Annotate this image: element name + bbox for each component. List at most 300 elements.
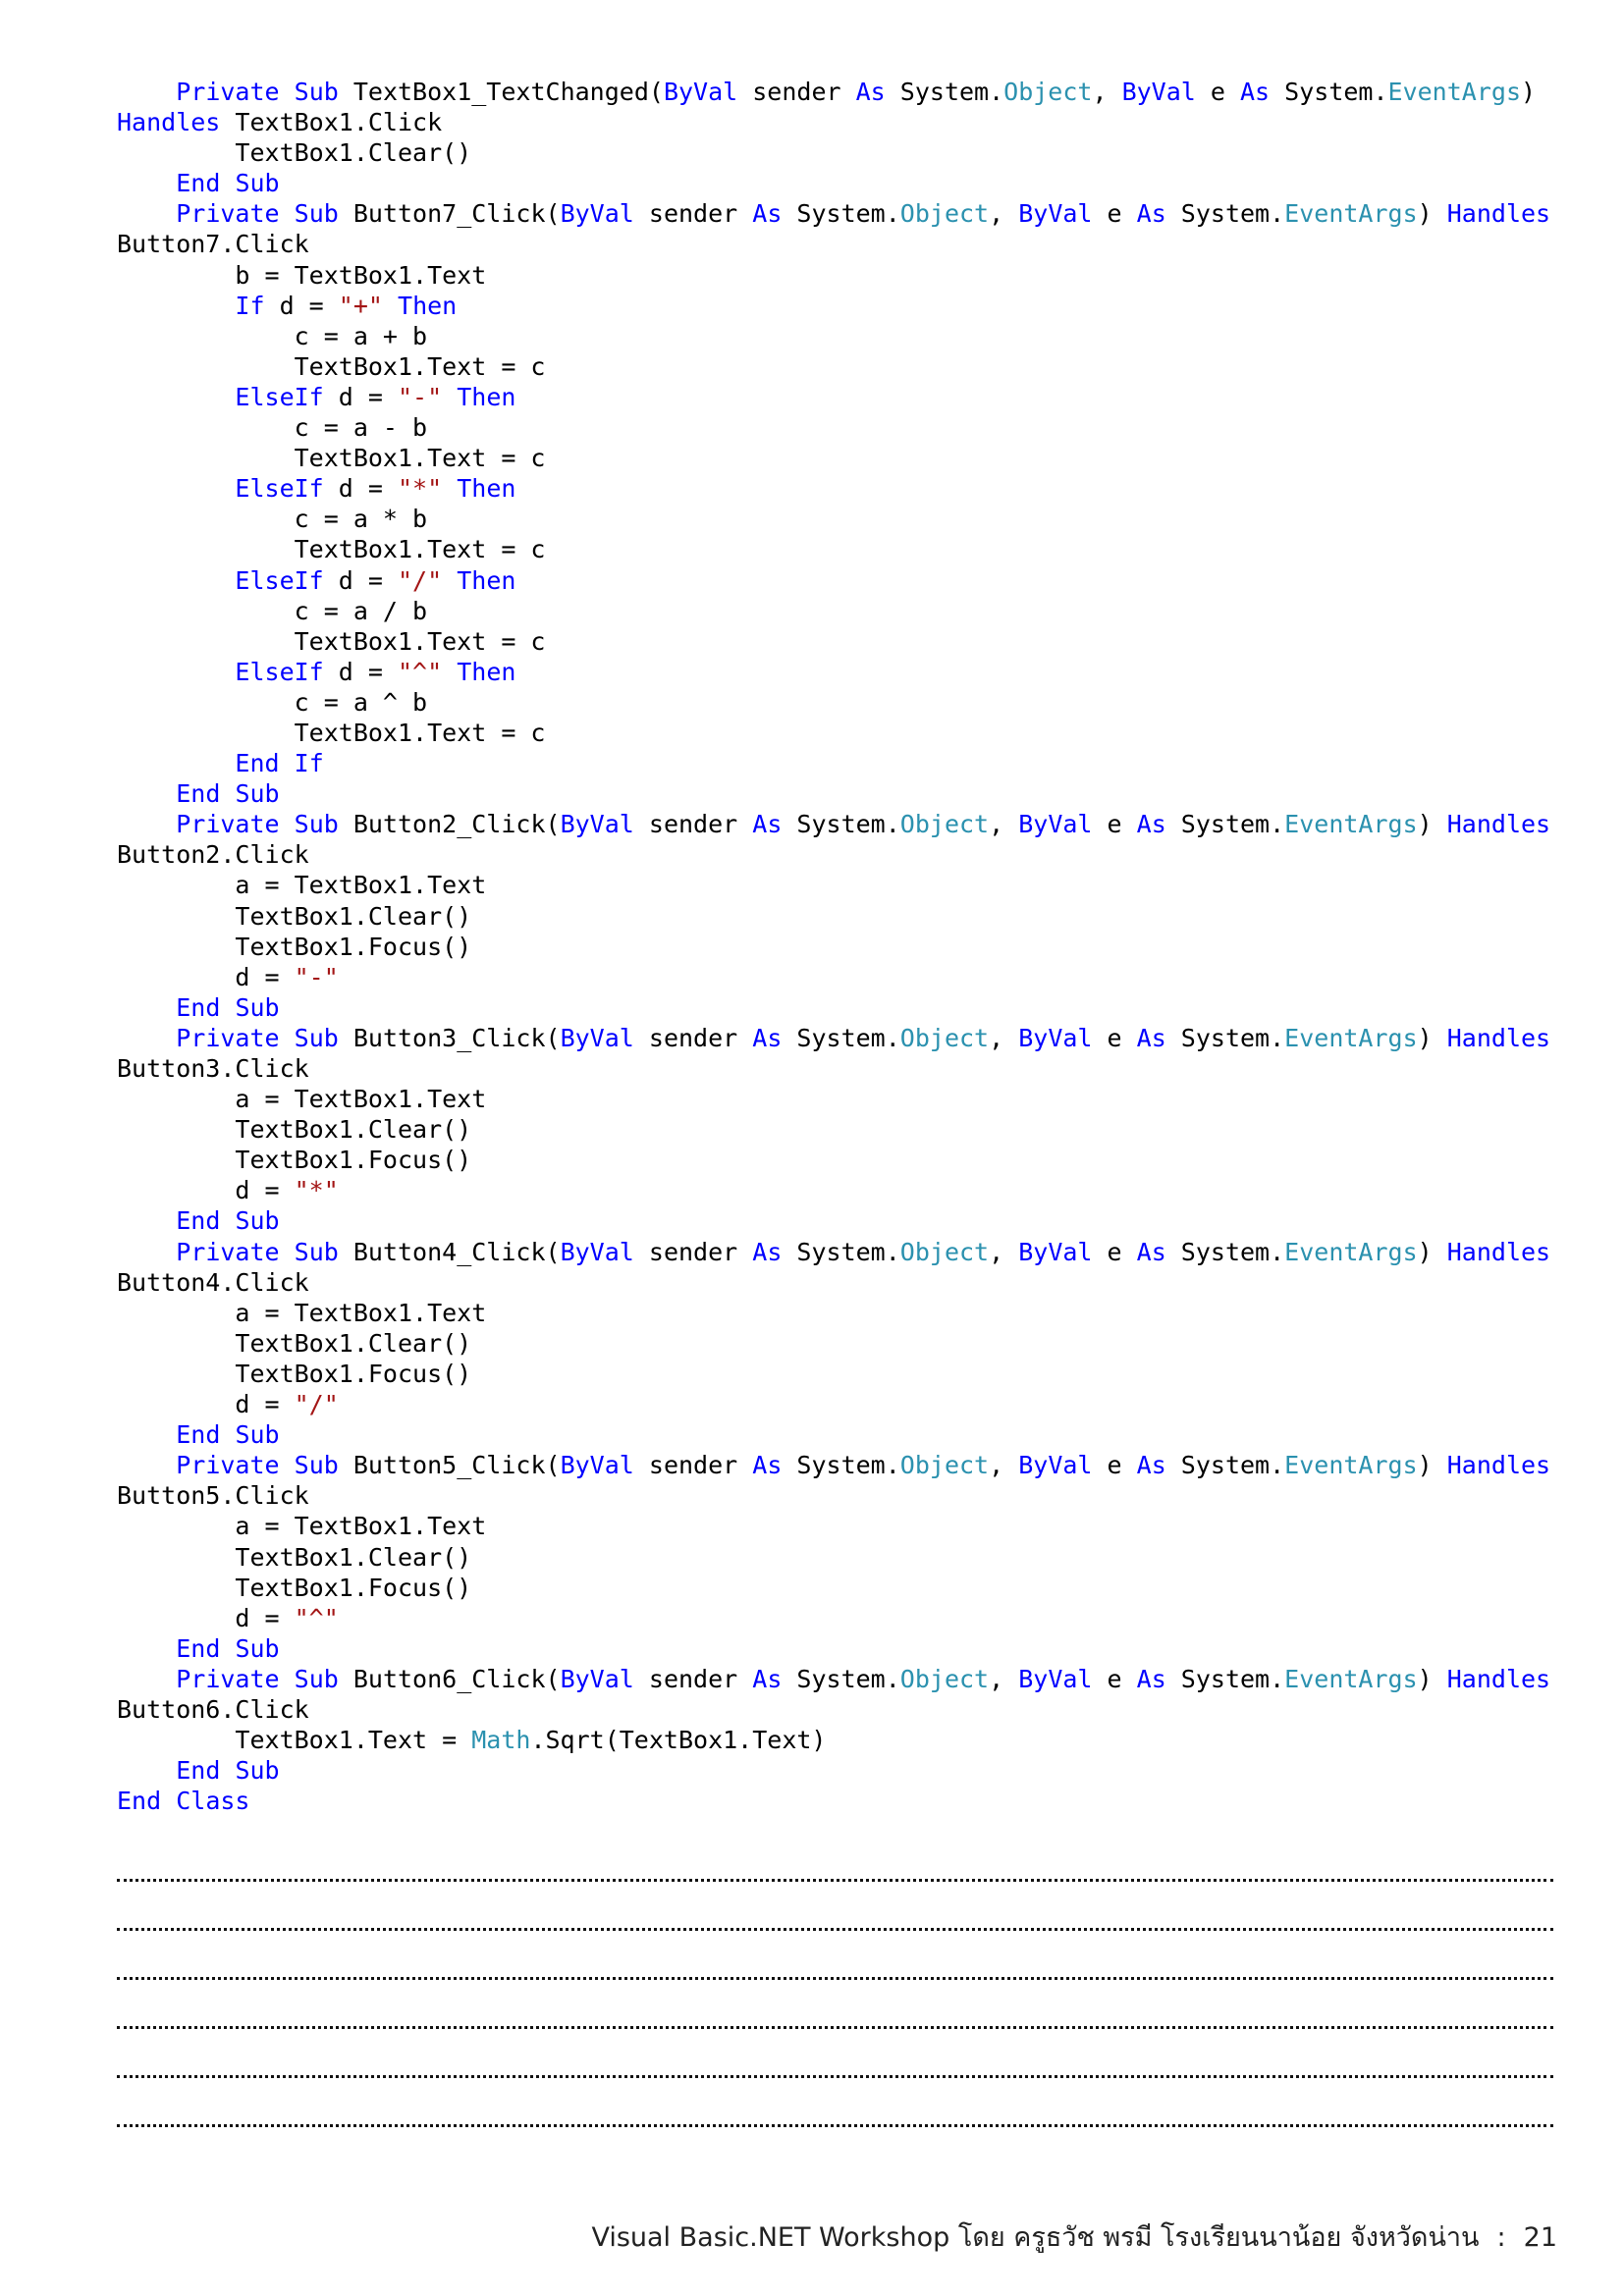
code-line [117,260,1560,291]
code-keyword: ByVal [1018,1237,1093,1266]
code-keyword: Sub [294,810,339,839]
code-text: a = TextBox1.Text [117,1298,487,1327]
code-text [220,993,235,1022]
code-text: c = a * b [117,505,428,534]
code-keyword: As [752,199,783,229]
code-text [117,199,176,228]
code-line [117,504,1560,534]
code-keyword: If [235,291,265,320]
code-type: Object [899,199,990,229]
code-line [117,1328,1560,1359]
code-keyword: Private [176,1237,280,1266]
code-text: ) [1417,810,1447,839]
code-line [117,1633,1560,1664]
code-text: System. [782,1451,900,1480]
code-text: System. [1165,199,1285,229]
code-text: d = [117,1603,295,1632]
code-keyword: Then [457,382,516,411]
code-keyword: As [1136,1664,1166,1693]
code-text: TextBox1.Text = c [117,718,546,747]
code-text: System. [1165,1023,1285,1052]
code-text: TextBox1.Click [220,108,443,137]
code-keyword: Then [457,657,516,686]
code-string: "^" [294,1603,339,1632]
code-string: "-" [398,382,443,411]
code-text: Button3.Click [117,1054,309,1083]
code-text: System. [885,78,1004,106]
code-text: d = [117,1390,295,1419]
code-keyword: Private [176,78,280,106]
code-line [117,1511,1560,1541]
code-text [117,749,235,777]
code-line [117,1755,1560,1786]
code-text: System. [782,1023,900,1052]
code-keyword: Handles [1446,1451,1551,1480]
code-text: c = a + b [117,321,428,350]
code-text: c = a ^ b [117,687,428,717]
code-keyword: Sub [235,169,280,198]
code-line [117,748,1560,778]
code-text: , [989,1237,1019,1266]
code-text: Button3_Click( [338,1023,561,1052]
code-line [117,1419,1560,1450]
code-line [117,351,1560,382]
code-keyword: Handles [1446,810,1551,839]
code-keyword: ByVal [560,199,634,229]
code-keyword: End [176,1633,221,1663]
code-text: ) [1417,1023,1447,1052]
code-keyword: As [1240,78,1271,106]
code-text [383,292,398,320]
code-string: "-" [294,962,339,991]
code-text: System. [1165,1451,1285,1480]
code-text: Button2.Click [117,840,309,870]
code-text [220,169,235,197]
code-keyword: ByVal [560,1451,634,1480]
code-line [117,1145,1560,1175]
code-text: , [989,810,1019,839]
code-text [117,383,235,411]
code-keyword: Sub [235,1206,280,1236]
code-text: d = [117,1176,295,1205]
code-text: System. [782,810,900,839]
code-text: Button2_Click( [338,810,561,839]
code-text: Button6_Click( [338,1664,561,1693]
code-text: e [1092,199,1137,229]
code-listing [117,77,1560,1816]
code-text: e [1092,1237,1137,1266]
code-type: Object [899,1664,990,1693]
code-keyword: As [1136,1237,1166,1266]
code-line [117,962,1560,992]
code-keyword: Sub [294,1237,339,1266]
code-text: , [989,1451,1019,1480]
code-line [117,1053,1560,1084]
code-text: TextBox1.Text = c [117,626,546,656]
code-keyword: ByVal [560,1237,634,1266]
code-keyword: As [752,1237,783,1266]
code-line [117,1023,1560,1053]
code-text: d = [323,565,398,595]
code-line [117,198,1560,229]
code-keyword: End [117,1787,162,1816]
code-text: d = [323,474,398,504]
code-keyword: End [176,1206,221,1236]
code-line [117,1694,1560,1725]
code-keyword: Then [398,291,458,320]
code-keyword: Sub [294,1023,339,1052]
code-line [117,870,1560,900]
code-text [280,1024,295,1052]
code-string: "*" [398,474,443,504]
code-keyword: Sub [235,992,280,1022]
code-text [220,1756,235,1785]
code-text: e [1092,1664,1137,1693]
code-keyword: As [1136,1023,1166,1052]
code-text [442,474,457,503]
code-keyword: Handles [1446,199,1551,229]
code-text: System. [782,1237,900,1266]
code-text: Button5_Click( [338,1451,561,1480]
code-text: ) [1521,78,1537,106]
page-number: 21 [1523,2222,1557,2253]
code-keyword: ByVal [560,810,634,839]
code-text: d = [264,291,339,320]
code-line [117,657,1560,687]
dotted-line [117,1882,1553,1931]
code-text: b = TextBox1.Text [117,260,487,290]
code-keyword: Sub [235,1756,280,1786]
code-text [220,1206,235,1235]
code-line [117,932,1560,962]
code-text [280,1665,295,1693]
code-keyword: As [752,1023,783,1052]
code-keyword: Sub [294,1664,339,1693]
code-line [117,291,1560,321]
code-text [117,810,176,838]
code-text [117,78,176,106]
code-line [117,626,1560,657]
code-keyword: End [176,779,221,809]
code-text [117,993,176,1022]
dotted-line [117,1931,1553,1980]
code-type: Object [899,1237,990,1266]
code-line [117,382,1560,412]
code-text: TextBox1.Text = c [117,351,546,381]
code-keyword: Private [176,1451,280,1480]
code-text: TextBox1.Text = c [117,535,546,564]
code-keyword: ByVal [1018,1451,1093,1480]
code-type: Math [471,1726,531,1755]
code-keyword: ByVal [1018,199,1093,229]
code-line [117,473,1560,504]
code-line [117,1450,1560,1480]
code-text: c = a / b [117,596,428,625]
code-text [280,199,295,228]
code-text: sender [737,78,856,106]
code-keyword: Sub [235,1420,280,1450]
code-keyword: End [176,992,221,1022]
code-text [280,810,295,838]
code-keyword: Sub [294,199,339,229]
code-line [117,1603,1560,1633]
dotted-line [117,2078,1553,2127]
code-keyword: Then [457,474,516,504]
code-text [117,1206,176,1235]
code-type: EventArgs [1284,1664,1418,1693]
code-text: Button4.Click [117,1267,309,1297]
code-line [117,778,1560,809]
code-keyword: Handles [117,108,221,137]
code-text: sender [633,1237,753,1266]
code-keyword: ByVal [560,1023,634,1052]
code-text: TextBox1.Focus() [117,932,472,961]
code-keyword: Private [176,1664,280,1693]
code-text: , [989,199,1019,229]
code-keyword: ByVal [1018,810,1093,839]
dotted-line [117,2029,1553,2078]
code-text [117,779,176,808]
code-text: sender [633,1451,753,1480]
code-text: c = a - b [117,413,428,443]
code-text: System. [1165,1664,1285,1693]
code-text [161,1787,176,1815]
code-line [117,1573,1560,1603]
code-type: EventArgs [1284,1023,1418,1052]
code-keyword: ElseIf [235,382,324,411]
code-type: Object [899,1451,990,1480]
code-text: System. [782,199,900,229]
code-text: TextBox1.Clear() [117,138,472,168]
code-line [117,137,1560,168]
code-line [117,1664,1560,1694]
code-type: EventArgs [1284,199,1418,229]
code-text [117,1451,176,1479]
code-line [117,992,1560,1023]
code-keyword: Then [457,565,516,595]
code-text: , [1092,78,1122,106]
code-line [117,839,1560,870]
code-text: System. [782,1664,900,1693]
code-text [280,1238,295,1266]
code-line [117,1359,1560,1389]
code-text [220,1420,235,1449]
code-keyword: As [1136,810,1166,839]
code-text: ) [1417,1664,1447,1693]
footer-separator: : [1496,2222,1506,2253]
code-text [442,658,457,686]
code-text [117,566,235,595]
code-line [117,1114,1560,1145]
code-line [117,596,1560,626]
code-line [117,321,1560,351]
code-type: EventArgs [1284,810,1418,839]
code-text: a = TextBox1.Text [117,1085,487,1114]
code-text [442,566,457,595]
code-keyword: ElseIf [235,474,324,504]
code-text: TextBox1.Text = [117,1726,472,1755]
dotted-line [117,1980,1553,2029]
code-string: "+" [338,291,383,320]
code-text: Button6.Click [117,1694,309,1724]
code-keyword: End [176,1756,221,1786]
code-line [117,901,1560,932]
code-line [117,1267,1560,1298]
code-text: TextBox1.Clear() [117,901,472,931]
code-type: EventArgs [1284,1237,1418,1266]
code-type: Object [899,1023,990,1052]
code-keyword: As [752,1451,783,1480]
code-keyword: Handles [1446,1237,1551,1266]
code-line [117,1480,1560,1511]
code-line [117,1237,1560,1267]
code-keyword: Private [176,810,280,839]
code-line [117,1205,1560,1236]
code-keyword: ByVal [1121,78,1196,106]
code-text: Button5.Click [117,1481,309,1511]
code-text [280,78,295,106]
code-text [280,749,295,777]
code-string: "*" [294,1176,339,1205]
code-line [117,77,1560,107]
code-text: sender [633,1664,753,1693]
code-line [117,229,1560,259]
code-text [117,169,176,197]
code-string: "/" [398,565,443,595]
code-text: , [989,1664,1019,1693]
code-type: Object [899,810,990,839]
code-line [117,809,1560,839]
page-footer [591,2216,1557,2258]
code-text: , [989,1023,1019,1052]
code-keyword: Sub [235,1633,280,1663]
code-line [117,1542,1560,1573]
dotted-line [117,1833,1553,1882]
code-line [117,687,1560,718]
code-line [117,107,1560,137]
code-keyword: As [752,810,783,839]
code-text: d = [323,382,398,411]
code-text [117,1634,176,1663]
code-line [117,1084,1560,1114]
code-keyword: ByVal [560,1664,634,1693]
code-text: a = TextBox1.Text [117,871,487,900]
code-text: e [1092,810,1137,839]
code-text: .Sqrt(TextBox1.Text) [530,1726,827,1755]
code-text [117,1420,176,1449]
code-keyword: Handles [1446,1023,1551,1052]
code-keyword: Sub [294,78,339,106]
code-text: ) [1417,199,1447,229]
code-keyword: As [1136,199,1166,229]
code-keyword: Private [176,199,280,229]
code-text [220,1634,235,1663]
code-text: ) [1417,1237,1447,1266]
code-text [117,1756,176,1785]
code-line [117,1725,1560,1755]
code-keyword: End [235,749,280,778]
code-line [117,443,1560,473]
code-string: "/" [294,1390,339,1419]
code-text: TextBox1.Clear() [117,1542,472,1572]
code-text: sender [633,810,753,839]
code-text: ) [1417,1451,1447,1480]
code-line [117,1298,1560,1328]
code-keyword: End [176,1420,221,1450]
code-text: a = TextBox1.Text [117,1512,487,1541]
code-keyword: End [176,169,221,198]
code-text: TextBox1.Clear() [117,1115,472,1145]
code-line [117,1175,1560,1205]
code-type: Object [1003,78,1093,106]
code-text [280,1451,295,1479]
code-keyword: As [752,1664,783,1693]
code-text: Button7_Click( [338,199,561,229]
code-keyword: Sub [235,779,280,809]
code-text [117,292,235,320]
code-line [117,1389,1560,1419]
footer-text: Visual Basic.NET Workshop โดย ครูธวัช พรมี โรงเรียนนาน้อย จังหวัดน่าน [591,2222,1480,2253]
code-keyword: As [855,78,886,106]
code-line [117,534,1560,564]
code-text: e [1092,1451,1137,1480]
code-keyword: ElseIf [235,565,324,595]
code-text: d = [323,657,398,686]
code-text: TextBox1_TextChanged( [338,78,664,106]
code-text [220,779,235,808]
dotted-answer-lines [117,1833,1553,2127]
code-text: e [1195,78,1240,106]
code-text: System. [1165,810,1285,839]
code-text: d = [117,962,295,991]
code-text: System. [1270,78,1388,106]
code-line [117,168,1560,198]
code-text: TextBox1.Focus() [117,1573,472,1602]
code-keyword: Sub [294,1451,339,1480]
code-string: "^" [398,657,443,686]
code-type: EventArgs [1284,1451,1418,1480]
code-text: TextBox1.Text = c [117,444,546,473]
code-text: sender [633,1023,753,1052]
code-text [117,658,235,686]
code-text: TextBox1.Focus() [117,1359,472,1388]
code-line [117,1786,1560,1816]
code-keyword: ByVal [1018,1664,1093,1693]
code-text: sender [633,199,753,229]
code-type: EventArgs [1387,78,1521,106]
code-keyword: Handles [1446,1664,1551,1693]
code-text: TextBox1.Clear() [117,1328,472,1358]
code-keyword: As [1136,1451,1166,1480]
code-text [117,1024,176,1052]
code-line [117,412,1560,443]
code-keyword: If [294,749,324,778]
code-keyword: Private [176,1023,280,1052]
code-keyword: ElseIf [235,657,324,686]
code-keyword: Class [176,1787,250,1816]
code-text: Button4_Click( [338,1237,561,1266]
code-text: TextBox1.Focus() [117,1146,472,1175]
code-text [117,1665,176,1693]
code-line [117,565,1560,596]
code-text: System. [1165,1237,1285,1266]
code-text [117,1238,176,1266]
code-text [117,474,235,503]
code-text: Button7.Click [117,230,309,259]
code-text [442,383,457,411]
code-keyword: ByVal [1018,1023,1093,1052]
code-text: e [1092,1023,1137,1052]
